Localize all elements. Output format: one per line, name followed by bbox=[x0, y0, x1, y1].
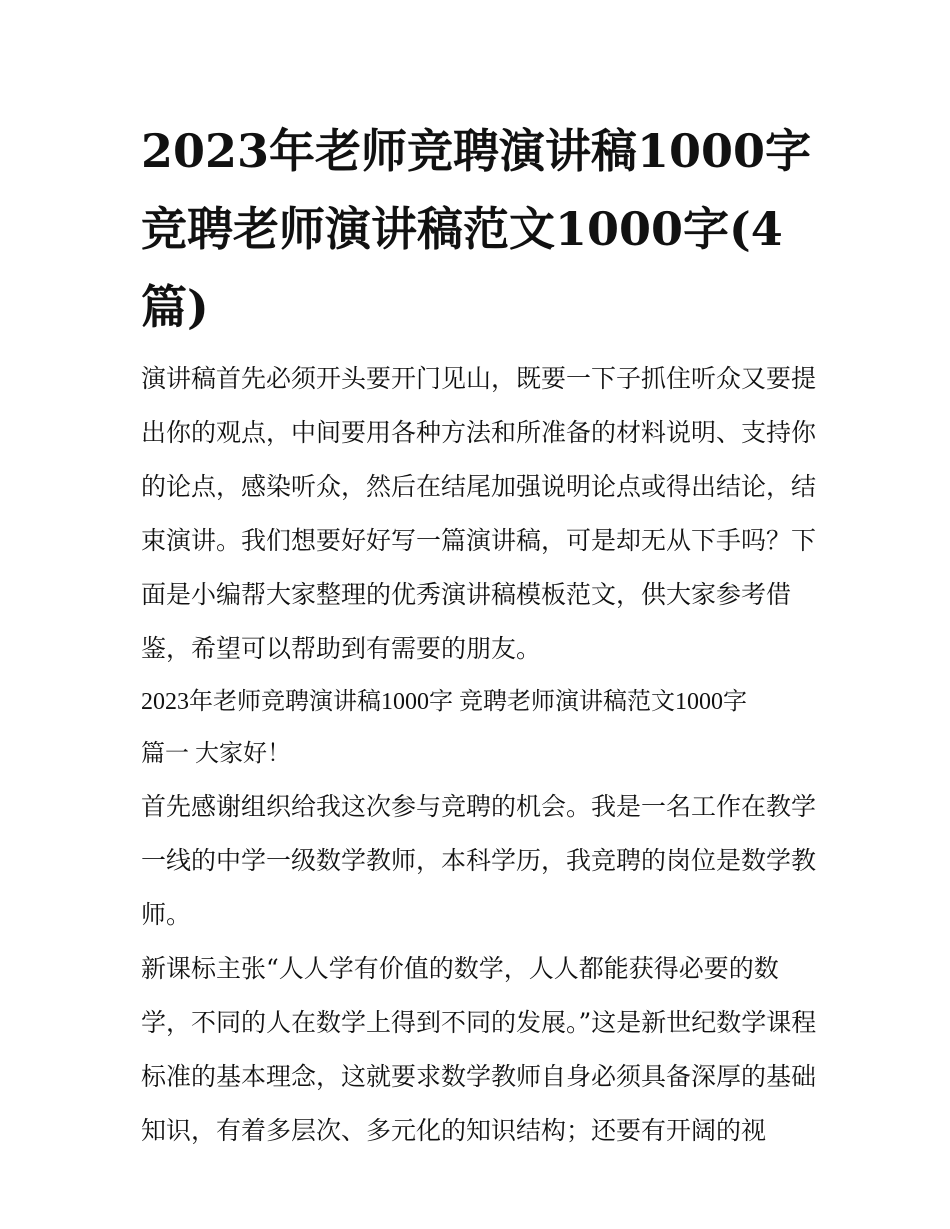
document-title-text: 2023年老师竞聘演讲稿1000字 竞聘老师演讲稿范文1000字(4篇) bbox=[141, 124, 812, 334]
document-title bbox=[141, 112, 821, 346]
section-heading: 篇一 大家好！ bbox=[141, 741, 291, 767]
body-paragraph: 新课标主张“人人学有价值的数学，人人都能获得必要的数学，不同的人在数学上得到不同的发展。”这是新世纪数学课程标准的基本理念，这就要求数学教师自身必须具备深厚的基础知识，有着多层次、多元化的知识结构；还要有开阔的视 bbox=[141, 954, 817, 1145]
document-body bbox=[141, 352, 821, 1158]
body-paragraph: 首先感谢组织给我这次参与竞聘的机会。我是一名工作在教学一线的中学一级数学教师，本科学历，我竞聘的岗位是数学教师。 bbox=[141, 792, 817, 929]
subtitle-line: 2023年老师竞聘演讲稿1000字 竞聘老师演讲稿范文1000字 bbox=[141, 689, 747, 715]
intro-paragraph: 演讲稿首先必须开头要开门见山，既要一下子抓住听众又要提出你的观点，中间要用各种方法和所准备的材料说明、支持你的论点，感染听众，然后在结尾加强说明论点或得出结论，结束演讲。我们想要好好写一篇演讲稿，可是却无从下手吗？下面是小编帮大家整理的优秀演讲稿模板范文，供大家参考借鉴，希望可以帮助到有需要的朋友。 bbox=[141, 364, 817, 663]
